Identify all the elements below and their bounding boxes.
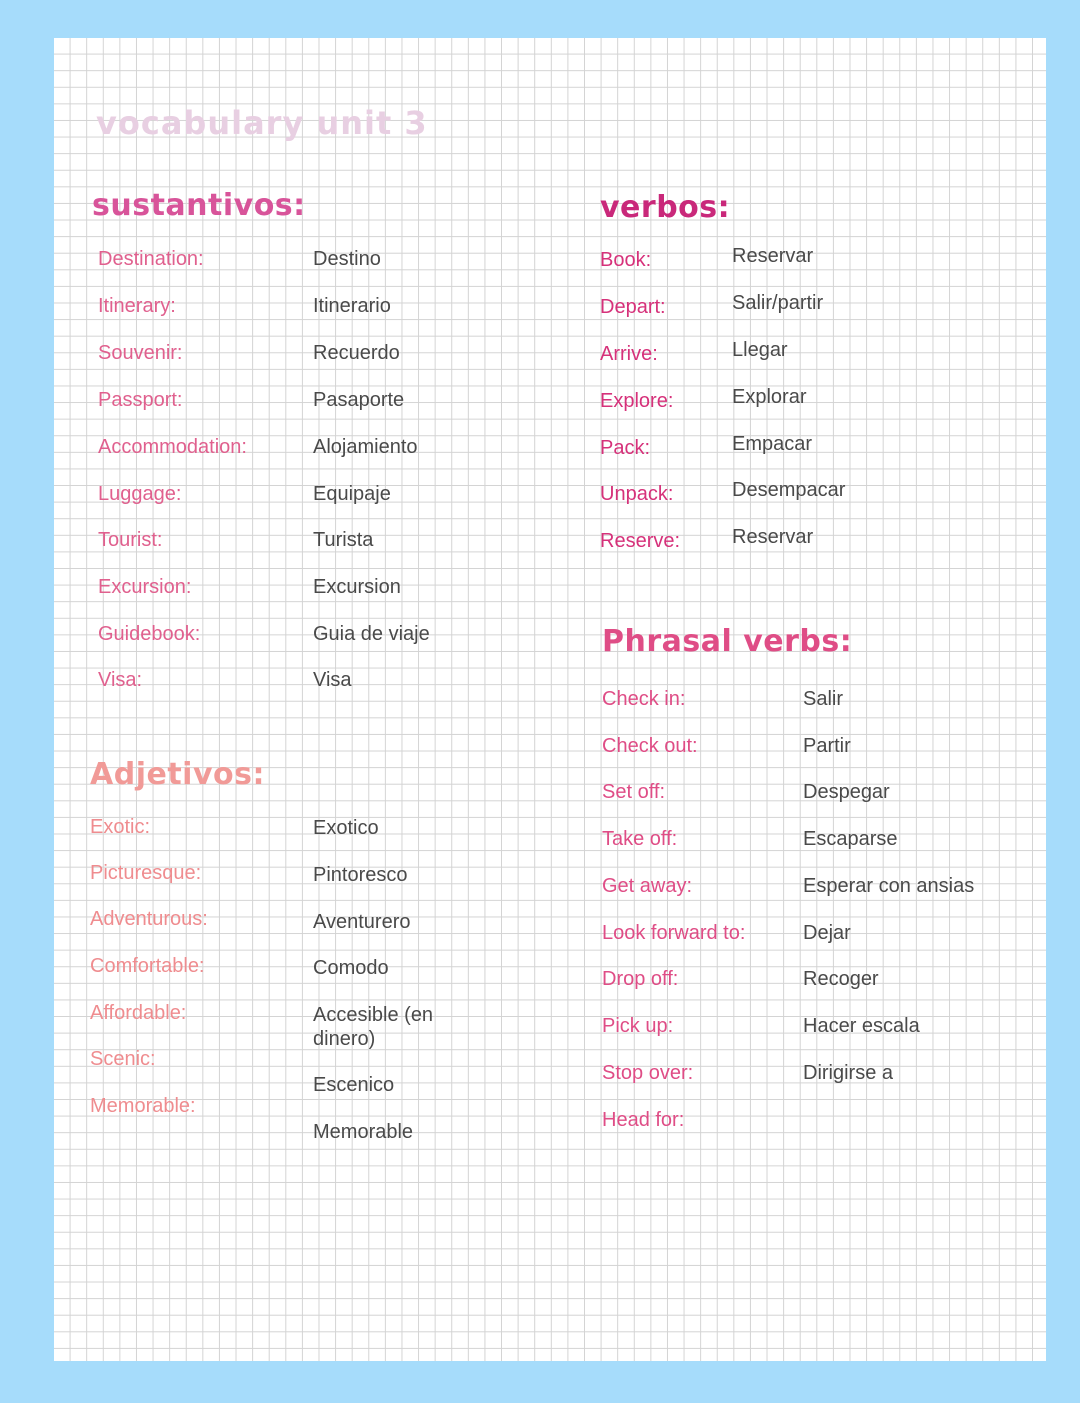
phrasal-verb-term: Get away: [602, 875, 693, 897]
grid-paper-sheet [54, 38, 1046, 1361]
verb-term: Unpack: [600, 483, 674, 505]
adjective-term: Adventurous: [90, 908, 208, 930]
verb-term: Pack: [600, 437, 651, 459]
noun-translation: Visa [313, 669, 352, 691]
verb-translation: Empacar [732, 433, 813, 455]
phrasal-verb-translation: Salir [803, 688, 844, 710]
adjective-translation: Comodo [313, 957, 389, 979]
phrasal-verb-term: Check in: [602, 688, 686, 710]
verb-translation: Explorar [732, 386, 807, 408]
adjetivos-heading: Adjetivos: [90, 757, 265, 792]
noun-translation: Pasaporte [313, 389, 405, 411]
noun-term: Guidebook: [98, 623, 201, 645]
phrasal-verbs-heading: Phrasal verbs: [602, 624, 853, 659]
phrasal-verb-translation: Escaparse [803, 828, 898, 850]
page-title: vocabulary unit 3 [96, 104, 428, 142]
phrasal-verb-translation: Despegar [803, 781, 890, 803]
noun-translation: Equipaje [313, 483, 391, 505]
phrasal-verb-translation: Partir [803, 735, 851, 757]
verb-translation: Salir/partir [732, 292, 824, 314]
noun-translation: Excursion [313, 576, 401, 598]
phrasal-verb-term: Head for: [602, 1109, 685, 1131]
adjective-translation: Exotico [313, 817, 379, 839]
adjective-term: Picturesque: [90, 862, 202, 884]
verb-term: Arrive: [600, 343, 658, 365]
noun-translation: Alojamiento [313, 436, 418, 458]
noun-term: Destination: [98, 248, 204, 270]
verb-translation: Reservar [732, 245, 814, 267]
noun-term: Itinerary: [98, 295, 176, 317]
phrasal-verb-term: Set off: [602, 781, 666, 803]
noun-term: Luggage: [98, 483, 182, 505]
adjective-translation: Memorable [313, 1121, 414, 1143]
phrasal-verb-term: Stop over: [602, 1062, 694, 1084]
phrasal-verb-term: Pick up: [602, 1015, 674, 1037]
noun-term: Souvenir: [98, 342, 183, 364]
verb-term: Depart: [600, 296, 666, 318]
verb-translation: Llegar [732, 339, 788, 361]
phrasal-verb-translation: Recoger [803, 968, 879, 990]
phrasal-verb-translation: Dejar [803, 922, 851, 944]
noun-translation: Turista [313, 529, 374, 551]
adjective-translation: Accesible (en dinero) [313, 1004, 434, 1050]
phrasal-verb-translation: Dirigirse a [803, 1062, 894, 1084]
noun-translation: Itinerario [313, 295, 391, 317]
phrasal-verb-translation: Hacer escala [803, 1015, 920, 1037]
verb-term: Reserve: [600, 530, 681, 552]
adjective-term: Memorable: [90, 1095, 196, 1117]
sustantivos-heading: sustantivos: [92, 188, 306, 223]
verb-translation: Desempacar [732, 479, 846, 501]
adjective-term: Comfortable: [90, 955, 205, 977]
verb-term: Explore: [600, 390, 674, 412]
phrasal-verb-term: Check out: [602, 735, 698, 757]
verb-term: Book: [600, 249, 652, 271]
phrasal-verb-term: Look forward to: [602, 922, 746, 944]
verb-translation: Reservar [732, 526, 814, 548]
noun-term: Accommodation: [98, 436, 247, 458]
noun-term: Passport: [98, 389, 183, 411]
adjective-term: Exotic: [90, 816, 151, 838]
verbos-heading: verbos: [600, 190, 731, 225]
phrasal-verb-term: Drop off: [602, 968, 679, 990]
noun-translation: Destino [313, 248, 381, 270]
noun-term: Tourist: [98, 529, 163, 551]
adjective-term: Affordable: [90, 1002, 187, 1024]
noun-term: Excursion: [98, 576, 192, 598]
phrasal-verb-term: Take off: [602, 828, 678, 850]
noun-term: Visa: [98, 669, 143, 691]
adjective-translation: Aventurero [313, 911, 411, 933]
noun-translation: Guia de viaje [313, 623, 430, 645]
phrasal-verb-translation: Esperar con ansias [803, 875, 975, 897]
adjective-term: Scenic: [90, 1048, 156, 1070]
adjective-translation: Pintoresco [313, 864, 408, 886]
noun-translation: Recuerdo [313, 342, 400, 364]
adjective-translation: Escenico [313, 1074, 395, 1096]
